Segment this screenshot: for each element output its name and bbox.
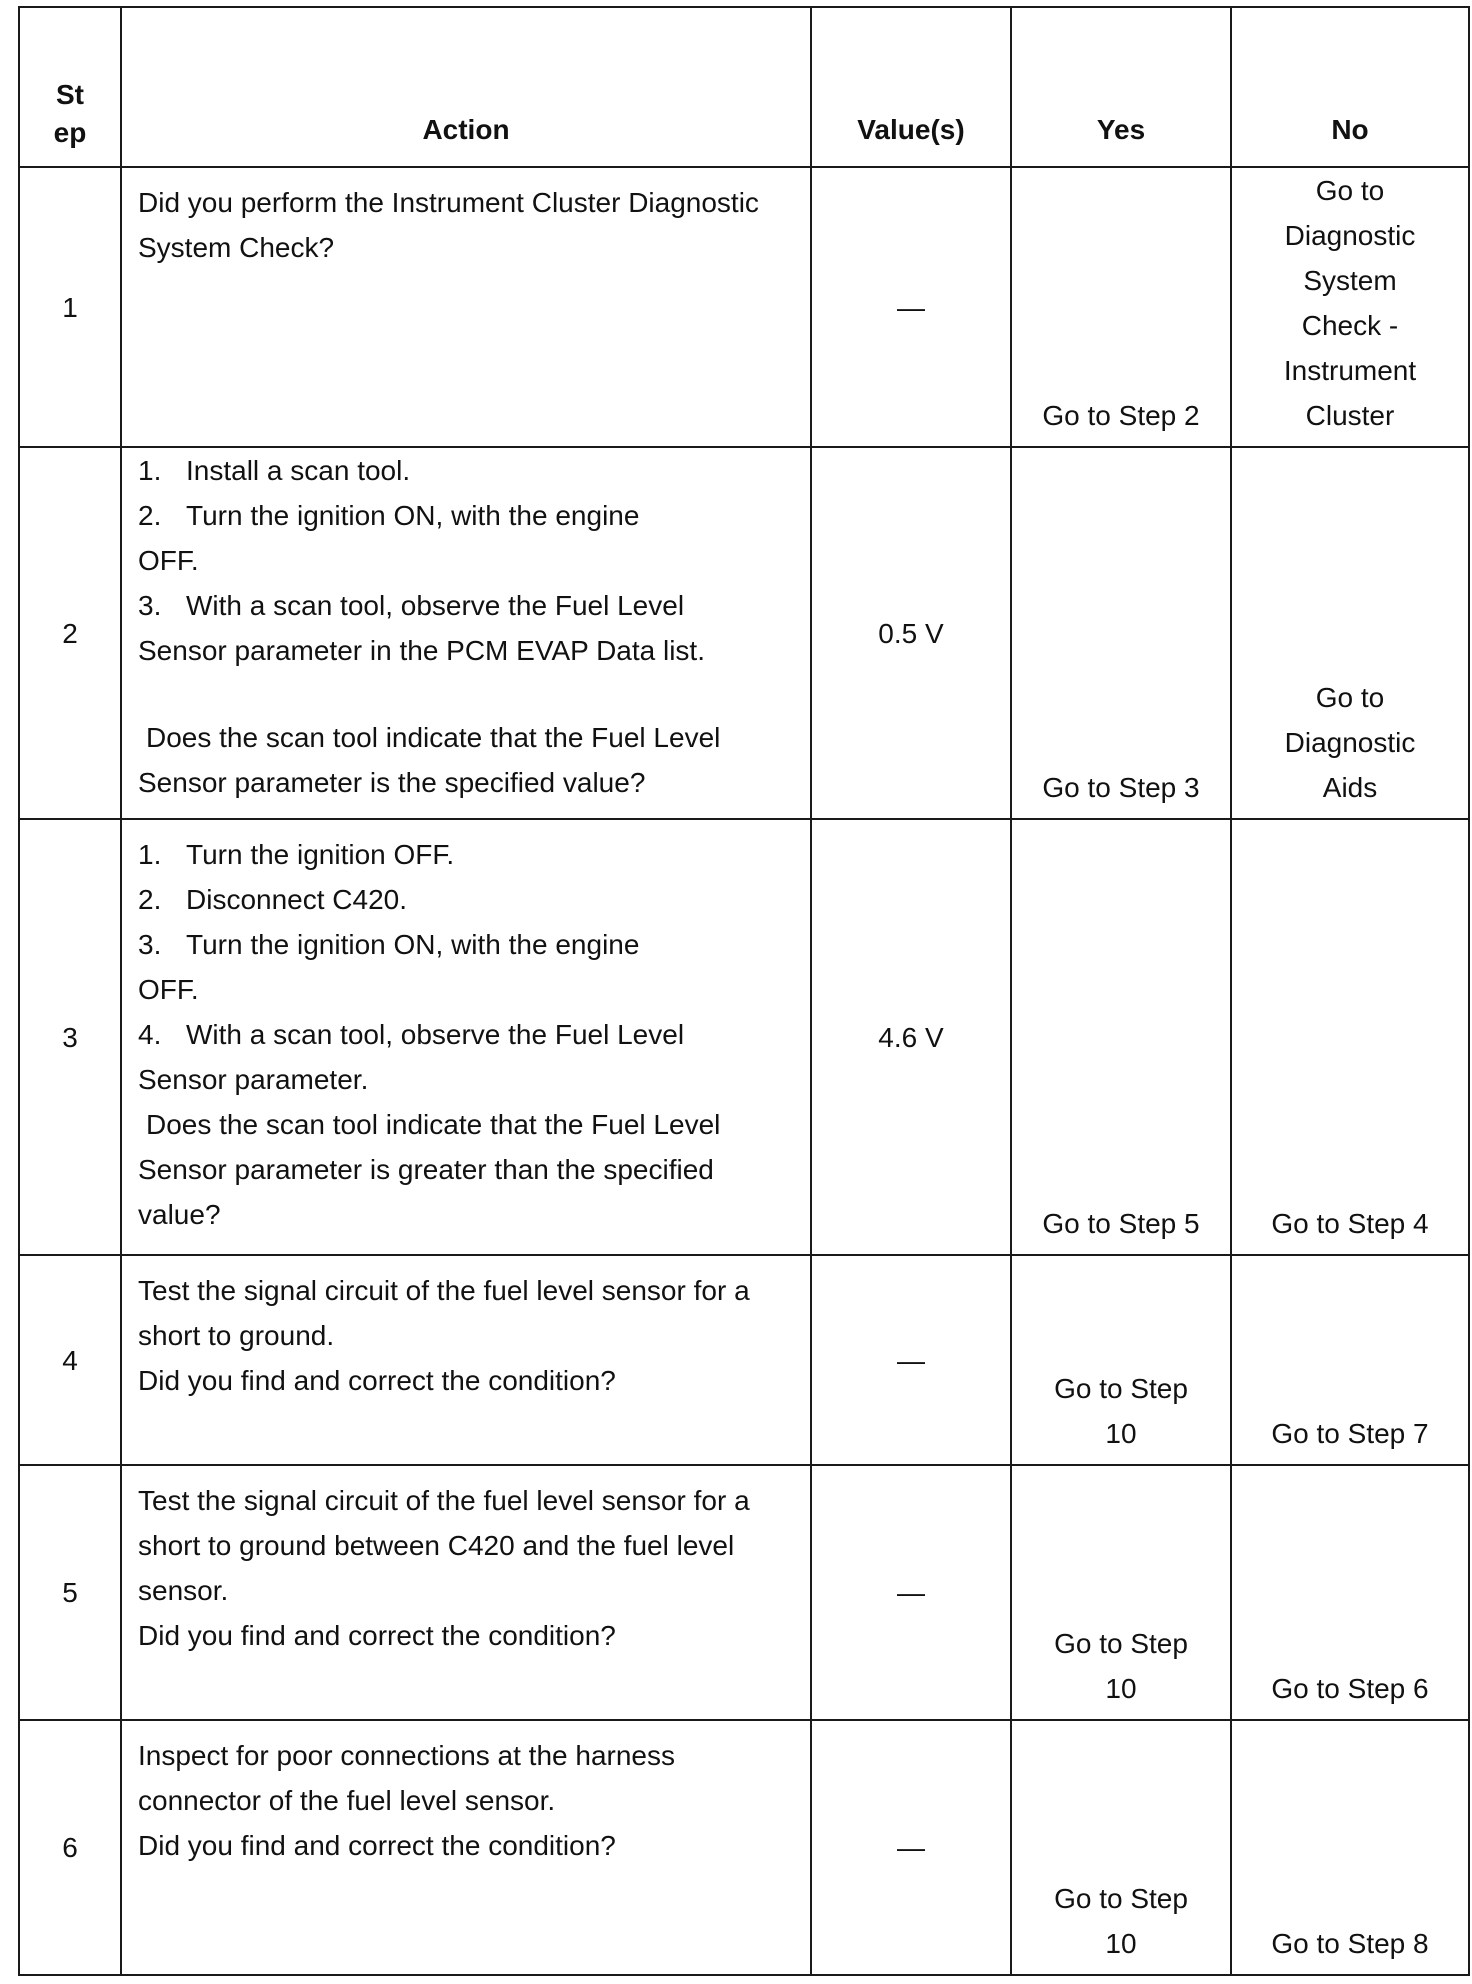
- step-number: 2: [19, 447, 121, 819]
- header-step-line2: ep: [53, 117, 87, 148]
- action-line: short to ground.: [138, 1320, 335, 1351]
- yes-line: Go to Step 5: [1042, 1208, 1200, 1239]
- diagnostic-table: [18, 6, 1470, 1976]
- list-number: 2.: [138, 884, 162, 915]
- list-text: Turn the ignition ON, with the engine: [186, 929, 640, 960]
- yes-cell: [1011, 167, 1231, 447]
- yes-line: Go to Step: [1054, 1628, 1188, 1659]
- step-number: 3: [19, 819, 121, 1255]
- list-number: 3.: [138, 590, 162, 621]
- yes-line: 10: [1105, 1418, 1137, 1449]
- no-cell: [1231, 1720, 1469, 1975]
- action-cell: [121, 1720, 811, 1975]
- list-text: Turn the ignition OFF.: [186, 839, 455, 870]
- list-item: [138, 583, 802, 628]
- action-line: Test the signal circuit of the fuel level sensor for a: [138, 1485, 750, 1516]
- no-line: Go to Step 8: [1271, 1928, 1429, 1959]
- value-cell: 4.6 V: [811, 819, 1011, 1255]
- step-number: 4: [19, 1255, 121, 1465]
- yes-line: Go to Step 2: [1042, 400, 1200, 431]
- yes-cell: [1011, 1465, 1231, 1720]
- header-step-line1: St: [56, 79, 84, 110]
- list-number: 3.: [138, 929, 162, 960]
- action-line: connector of the fuel level sensor.: [138, 1785, 556, 1816]
- yes-cell: [1011, 819, 1231, 1255]
- value-cell: 0.5 V: [811, 447, 1011, 819]
- yes-cell: [1011, 1255, 1231, 1465]
- list-text: With a scan tool, observe the Fuel Level: [186, 1019, 685, 1050]
- no-line: Diagnostic: [1284, 727, 1416, 758]
- action-line: Did you perform the Instrument Cluster Diagnostic: [138, 187, 759, 218]
- action-cell: [121, 1465, 811, 1720]
- list-text: Turn the ignition ON, with the engine: [186, 500, 640, 531]
- no-cell: [1231, 819, 1469, 1255]
- list-item: [138, 448, 802, 493]
- yes-line: 10: [1105, 1928, 1137, 1959]
- action-line: sensor.: [138, 1575, 229, 1606]
- no-cell: [1231, 1465, 1469, 1720]
- list-item: [138, 493, 802, 538]
- action-line: Test the signal circuit of the fuel level sensor for a: [138, 1275, 750, 1306]
- question-line: Does the scan tool indicate that the Fuel Level: [146, 722, 721, 753]
- header-action: Action: [121, 7, 811, 167]
- no-line: Go to Step 7: [1271, 1418, 1429, 1449]
- yes-cell: [1011, 1720, 1231, 1975]
- no-line: Cluster: [1305, 400, 1395, 431]
- action-line: System Check?: [138, 232, 335, 263]
- yes-line: Go to Step: [1054, 1883, 1188, 1914]
- list-continuation: OFF.: [138, 545, 199, 576]
- list-text: With a scan tool, observe the Fuel Level: [186, 590, 685, 621]
- action-line: Did you find and correct the condition?: [138, 1365, 616, 1396]
- no-line: System: [1303, 265, 1397, 296]
- header-row: [19, 7, 1469, 167]
- list-number: 1.: [138, 839, 162, 870]
- table-row: [19, 447, 1469, 819]
- list-text: Disconnect C420.: [186, 884, 408, 915]
- value-cell: —: [811, 1465, 1011, 1720]
- action-line: short to ground between C420 and the fuel level: [138, 1530, 735, 1561]
- action-cell: [121, 167, 811, 447]
- step-number: 5: [19, 1465, 121, 1720]
- list-text: Install a scan tool.: [186, 455, 411, 486]
- list-number: 4.: [138, 1019, 162, 1050]
- list-continuation: Sensor parameter.: [138, 1064, 369, 1095]
- no-line: Go to: [1315, 175, 1385, 206]
- list-number: 1.: [138, 455, 162, 486]
- table-row: [19, 1720, 1469, 1975]
- value-cell: —: [811, 167, 1011, 447]
- yes-line: 10: [1105, 1673, 1137, 1704]
- yes-cell: [1011, 447, 1231, 819]
- list-number: 2.: [138, 500, 162, 531]
- table-row: [19, 819, 1469, 1255]
- list-item: [138, 1012, 802, 1057]
- question-line: Sensor parameter is greater than the specified: [138, 1154, 714, 1185]
- no-line: Aids: [1322, 772, 1378, 803]
- table-row: [19, 1465, 1469, 1720]
- no-cell: [1231, 167, 1469, 447]
- question-line: Does the scan tool indicate that the Fuel Level: [146, 1109, 721, 1140]
- value-cell: —: [811, 1255, 1011, 1465]
- list-item: [138, 877, 802, 922]
- no-line: Go to Step 6: [1271, 1673, 1429, 1704]
- action-cell: [121, 1255, 811, 1465]
- yes-line: Go to Step 3: [1042, 772, 1200, 803]
- list-continuation: Sensor parameter in the PCM EVAP Data list.: [138, 635, 705, 666]
- action-line: Did you find and correct the condition?: [138, 1830, 616, 1861]
- action-line: Did you find and correct the condition?: [138, 1620, 616, 1651]
- action-cell: [121, 819, 811, 1255]
- table-row: [19, 1255, 1469, 1465]
- action-line: Inspect for poor connections at the harness: [138, 1740, 675, 1771]
- no-line: Check -: [1301, 310, 1399, 341]
- no-line: Go to Step 4: [1271, 1208, 1429, 1239]
- table-row: [19, 167, 1469, 447]
- yes-line: Go to Step: [1054, 1373, 1188, 1404]
- header-step: [19, 7, 121, 167]
- no-line: Instrument: [1283, 355, 1417, 386]
- header-values: Value(s): [811, 7, 1011, 167]
- list-item: [138, 922, 802, 967]
- step-number: 1: [19, 167, 121, 447]
- value-cell: —: [811, 1720, 1011, 1975]
- step-number: 6: [19, 1720, 121, 1975]
- list-continuation: OFF.: [138, 974, 199, 1005]
- no-line: Go to: [1315, 682, 1385, 713]
- no-cell: [1231, 447, 1469, 819]
- list-item: [138, 832, 802, 877]
- question-line: Sensor parameter is the specified value?: [138, 767, 646, 798]
- action-cell: [121, 447, 811, 819]
- no-cell: [1231, 1255, 1469, 1465]
- header-yes: Yes: [1011, 7, 1231, 167]
- header-no: No: [1231, 7, 1469, 167]
- question-line: value?: [138, 1199, 221, 1230]
- no-line: Diagnostic: [1284, 220, 1416, 251]
